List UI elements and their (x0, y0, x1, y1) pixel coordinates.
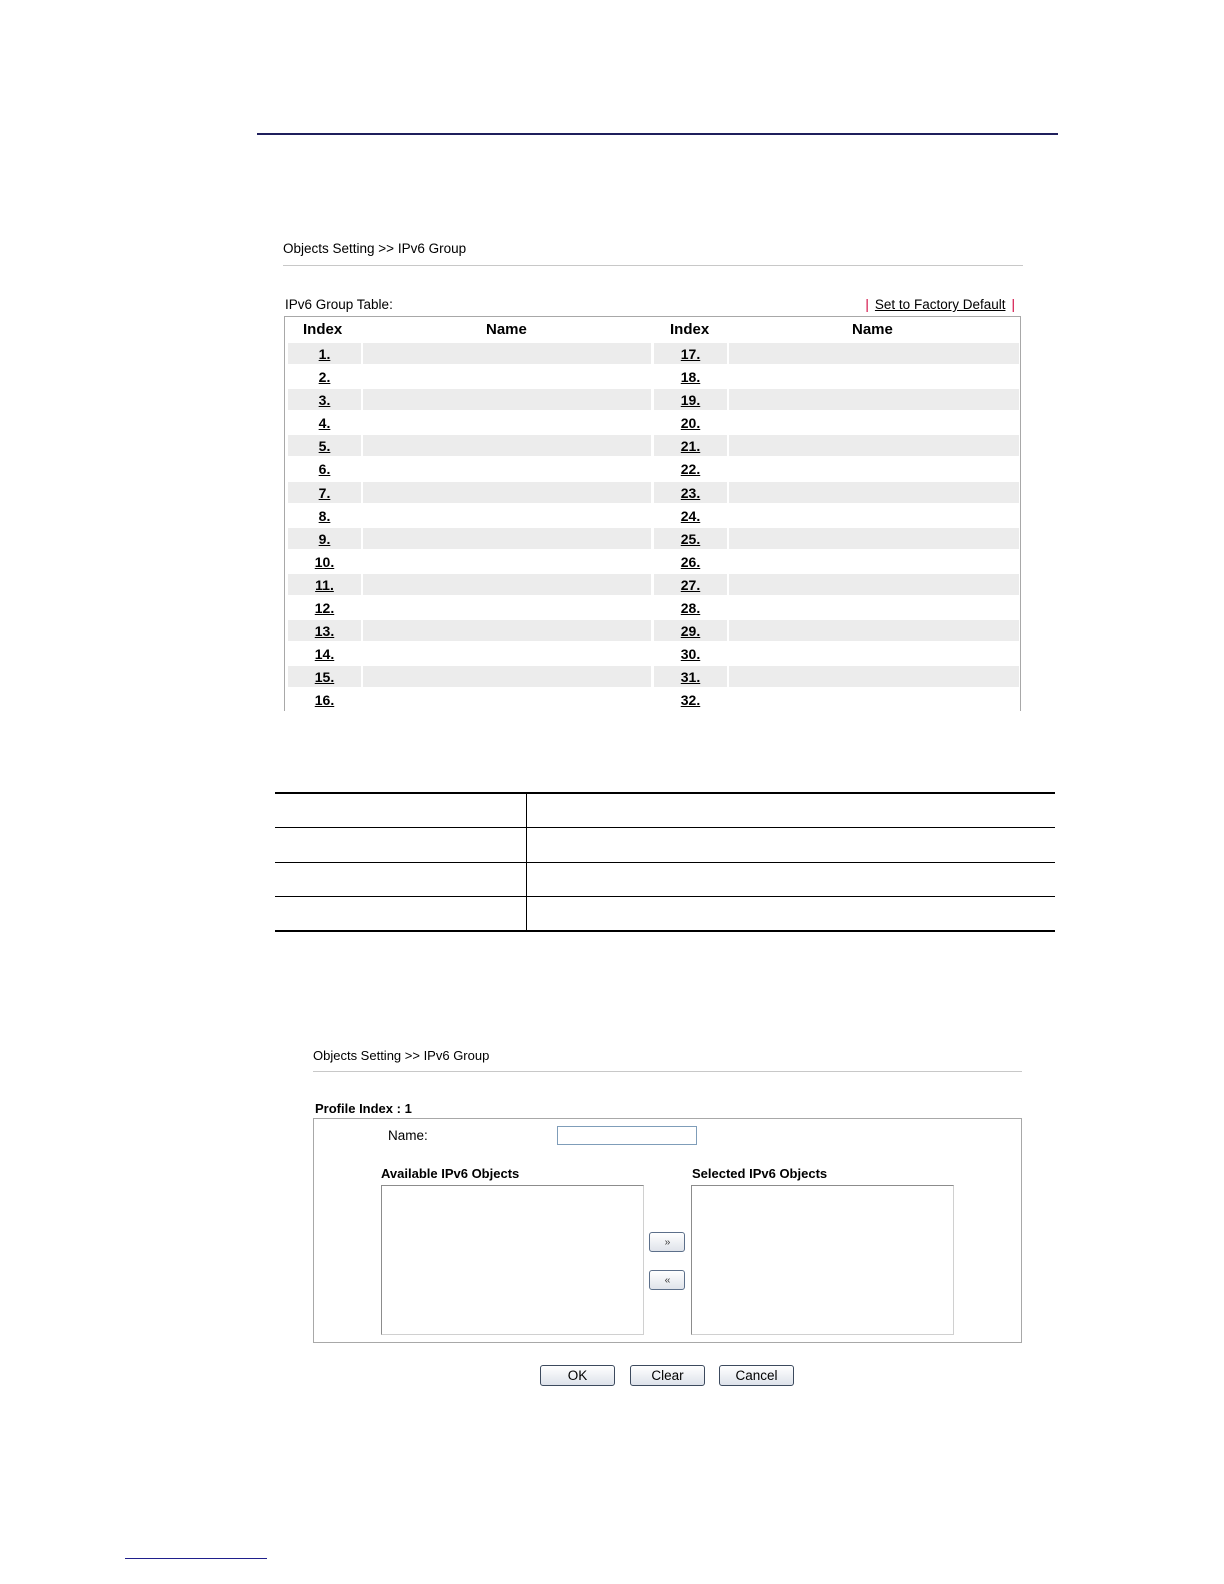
name-cell (363, 597, 651, 618)
group-index-link[interactable]: 28. (680, 600, 701, 617)
edit-breadcrumb: Objects Setting >> IPv6 Group (313, 1048, 490, 1063)
group-index-link[interactable]: 5. (318, 438, 331, 455)
separator: | (1011, 297, 1015, 312)
available-objects-list[interactable] (381, 1185, 644, 1335)
index-cell (288, 574, 361, 595)
index-cell (288, 666, 361, 687)
index-cell (654, 528, 727, 549)
table-row (288, 688, 1019, 711)
table-row (288, 527, 1019, 550)
index-cell (654, 620, 727, 641)
name-cell (729, 389, 1019, 410)
name-cell (363, 643, 651, 664)
breadcrumb-divider (283, 265, 1023, 266)
group-index-link[interactable]: 27. (680, 576, 701, 593)
table-row (288, 365, 1019, 388)
index-cell (288, 551, 361, 572)
table-row (288, 342, 1019, 365)
name-cell (363, 666, 651, 687)
group-index-link[interactable]: 17. (680, 346, 701, 362)
name-cell (363, 482, 651, 503)
table-row (288, 504, 1019, 527)
group-index-link[interactable]: 29. (680, 623, 701, 640)
name-cell (363, 366, 651, 387)
group-index-link[interactable]: 21. (680, 438, 701, 455)
name-cell (729, 435, 1019, 456)
profile-index-label: Profile Index : 1 (315, 1101, 412, 1116)
table-row (288, 642, 1019, 665)
name-cell (729, 505, 1019, 526)
name-cell (729, 597, 1019, 618)
index-cell (654, 482, 727, 503)
name-cell (729, 366, 1019, 387)
index-cell (654, 343, 727, 364)
index-cell (288, 412, 361, 433)
name-cell (363, 389, 651, 410)
group-index-link[interactable]: 26. (680, 553, 701, 570)
breadcrumb: Objects Setting >> IPv6 Group (283, 241, 467, 256)
table-rule (275, 896, 1055, 897)
index-cell (288, 343, 361, 364)
available-objects-label: Available IPv6 Objects (381, 1166, 520, 1181)
group-index-link[interactable]: 24. (680, 507, 701, 524)
index-cell (288, 482, 361, 503)
group-index-link[interactable]: 30. (680, 646, 701, 663)
name-cell (729, 620, 1019, 641)
group-index-link[interactable]: 16. (314, 692, 335, 709)
index-cell (654, 643, 727, 664)
group-index-link[interactable]: 32. (680, 692, 701, 709)
name-cell (363, 458, 651, 479)
index-cell (288, 597, 361, 618)
group-index-link[interactable]: 20. (680, 415, 701, 432)
table-rule (275, 792, 1055, 794)
index-cell (654, 505, 727, 526)
index-cell (288, 528, 361, 549)
edit-breadcrumb-divider (313, 1071, 1022, 1072)
name-cell (729, 643, 1019, 664)
table-rule (275, 862, 1055, 863)
table-rows (288, 342, 1019, 712)
table-row (288, 411, 1019, 434)
name-cell (729, 551, 1019, 572)
table-row (288, 481, 1019, 504)
name-cell (363, 505, 651, 526)
table-title: IPv6 Group Table: (285, 297, 393, 312)
table-row (288, 665, 1019, 688)
group-index-link[interactable]: 8. (318, 507, 331, 524)
name-cell (729, 689, 1019, 710)
table-row (288, 550, 1019, 573)
index-cell (654, 435, 727, 456)
index-cell (654, 458, 727, 479)
index-cell (288, 505, 361, 526)
cancel-button[interactable]: Cancel (719, 1365, 794, 1386)
clear-button[interactable]: Clear (630, 1365, 705, 1386)
index-cell (288, 435, 361, 456)
group-index-link[interactable]: 23. (680, 484, 701, 501)
group-index-link[interactable]: 7. (318, 484, 331, 501)
index-cell (654, 574, 727, 595)
index-cell (654, 389, 727, 410)
group-index-link[interactable]: 2. (318, 369, 331, 386)
table-rule (275, 827, 1055, 828)
name-cell (363, 412, 651, 433)
name-cell (363, 689, 651, 710)
name-cell (729, 574, 1019, 595)
footnote-rule (125, 1558, 267, 1559)
index-cell (288, 643, 361, 664)
group-index-link[interactable]: 14. (314, 646, 335, 663)
index-cell (654, 597, 727, 618)
index-cell (654, 666, 727, 687)
index-cell (654, 366, 727, 387)
group-index-link[interactable]: 1. (318, 346, 331, 362)
name-cell (363, 343, 651, 364)
group-index-link[interactable]: 19. (680, 392, 701, 409)
name-cell (729, 482, 1019, 503)
table-row (288, 573, 1019, 596)
header-index-left: Index (303, 321, 343, 338)
name-cell (729, 666, 1019, 687)
index-cell (654, 551, 727, 572)
ipv6-group-table (284, 316, 1021, 711)
remove-object-button[interactable]: ‹‹ (649, 1270, 685, 1290)
factory-default-link-wrap (859, 297, 1021, 312)
index-cell (288, 689, 361, 710)
separator: | (865, 297, 869, 312)
index-cell (288, 458, 361, 479)
table-rule (275, 930, 1055, 932)
group-index-link[interactable]: 6. (318, 461, 331, 478)
group-index-link[interactable]: 15. (314, 669, 335, 686)
name-cell (729, 343, 1019, 364)
group-index-link[interactable]: 22. (680, 461, 701, 478)
name-cell (363, 551, 651, 572)
table-row (288, 619, 1019, 642)
name-cell (729, 412, 1019, 433)
index-cell (654, 412, 727, 433)
name-cell (363, 574, 651, 595)
group-index-link[interactable]: 25. (680, 530, 701, 547)
name-cell (363, 528, 651, 549)
index-cell (288, 620, 361, 641)
ok-button[interactable]: OK (540, 1365, 615, 1386)
group-index-link[interactable]: 12. (314, 600, 335, 617)
name-cell (729, 458, 1019, 479)
group-index-link[interactable]: 31. (680, 669, 701, 686)
set-factory-default-link[interactable]: Set to Factory Default (874, 297, 1006, 312)
selected-objects-list[interactable] (691, 1185, 954, 1335)
header-index-right: Index (670, 321, 710, 338)
name-cell (729, 528, 1019, 549)
table-row (288, 457, 1019, 480)
name-cell (363, 435, 651, 456)
add-object-button[interactable]: ›› (649, 1232, 685, 1252)
group-index-link[interactable]: 4. (318, 415, 331, 432)
group-index-link[interactable]: 13. (314, 623, 335, 640)
page-header-rule (257, 133, 1058, 135)
index-cell (288, 389, 361, 410)
group-index-link[interactable]: 18. (680, 369, 701, 386)
name-cell (363, 620, 651, 641)
group-index-link[interactable]: 10. (314, 553, 335, 570)
name-input[interactable] (557, 1126, 697, 1145)
description-table (275, 792, 1055, 932)
table-column-rule (526, 792, 527, 932)
header-name-left: Name (486, 321, 527, 338)
table-row (288, 596, 1019, 619)
group-index-link[interactable]: 3. (318, 392, 331, 409)
index-cell (654, 689, 727, 710)
table-row (288, 434, 1019, 457)
name-label: Name: (388, 1128, 428, 1143)
group-index-link[interactable]: 11. (315, 576, 334, 593)
group-index-link[interactable]: 9. (318, 530, 331, 547)
header-name-right: Name (852, 321, 893, 338)
index-cell (288, 366, 361, 387)
table-row (288, 388, 1019, 411)
selected-objects-label: Selected IPv6 Objects (692, 1166, 828, 1181)
